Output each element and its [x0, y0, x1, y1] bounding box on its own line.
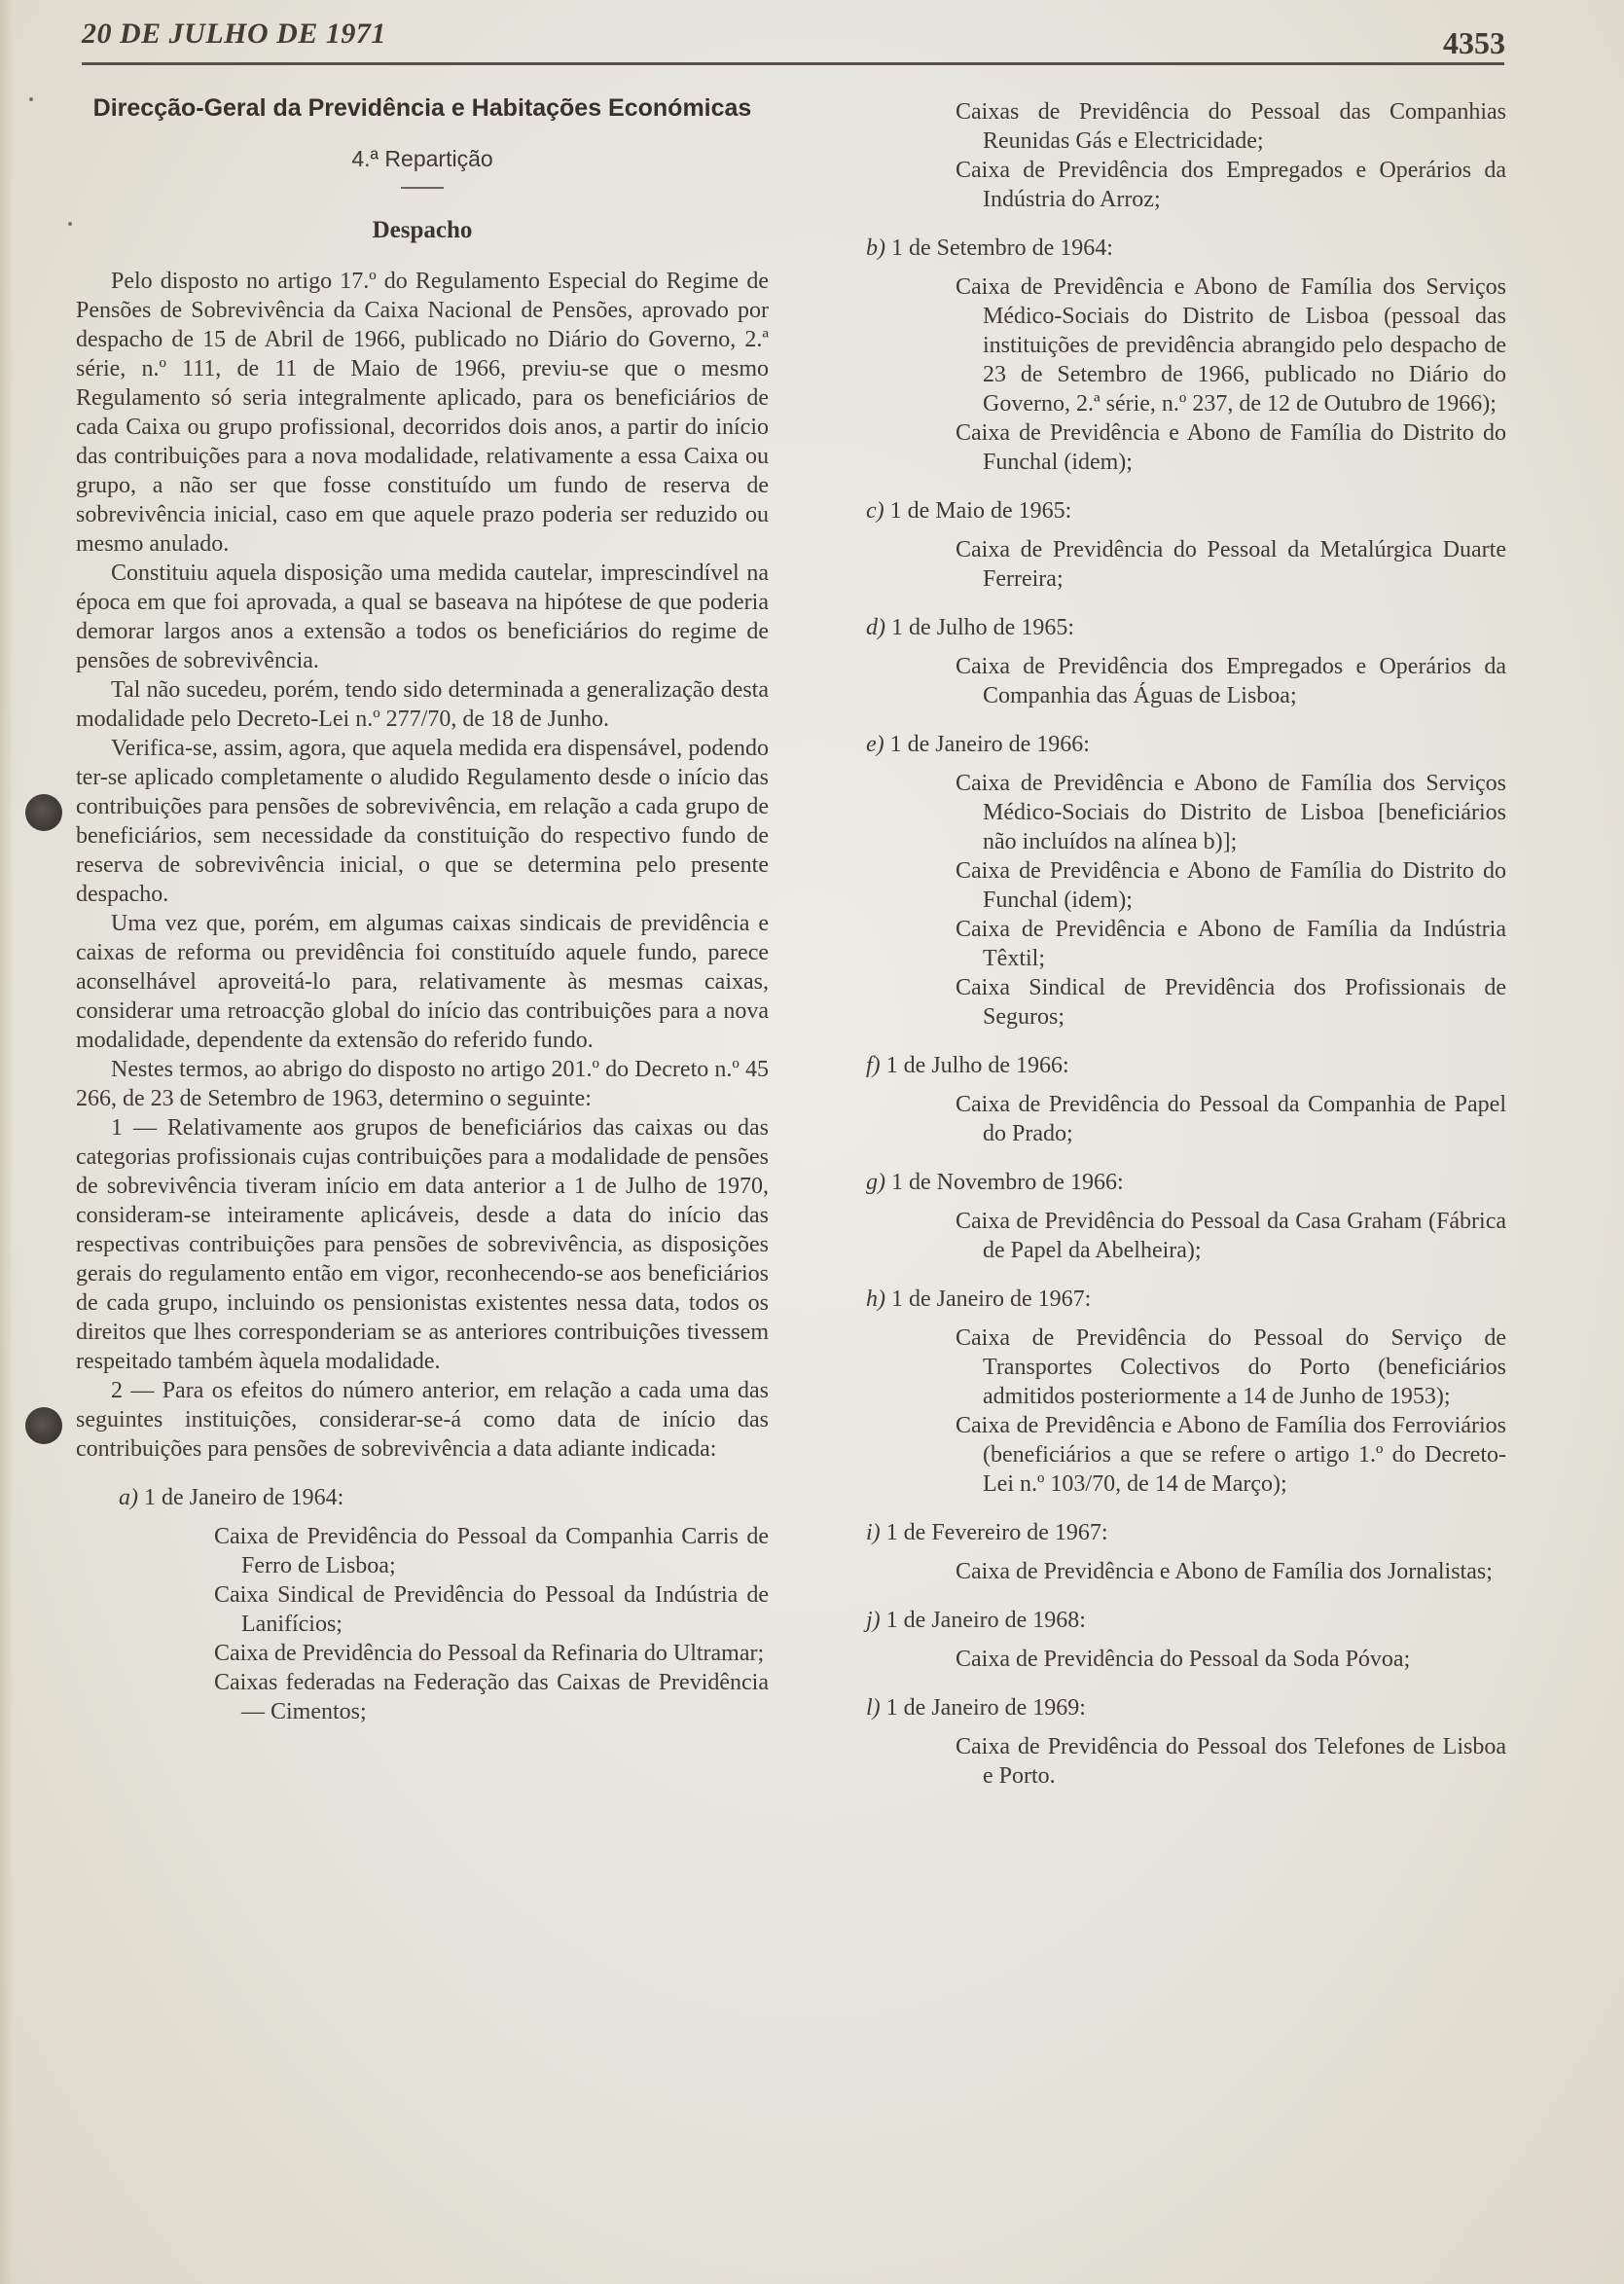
alinea-i [866, 1518, 1506, 1547]
alinea-j [866, 1606, 1506, 1635]
paragraph-article-1: 1 — Relativamente aos grupos de beneficiários das caixas ou das categorias profissionais cujas contribuições para a modalidade de pensões de sobrevivência tiveram início em data anterior a 1 de Julho de 1970, consideram-se inteiramente aplicáveis, desde a data do início das respectivas contribuições para pensões de sobrevivência, as disposições gerais do regulamento então em vigor, reconhecendo-se aos beneficiários de cada grupo, incluindo os pensionistas existentes nessa data, todos os direitos que lhes corresponderiam se as anteriores contribuições tivessem respeitado também àquela modalidade. [76, 1115, 769, 1374]
institution-item: Caixa de Previdência dos Empregados e Operários da Companhia das Águas de Lisboa; [956, 654, 1506, 708]
alinea-date: 1 de Janeiro de 1969: [885, 1695, 1086, 1721]
alinea-date: 1 de Fevereiro de 1967: [885, 1520, 1108, 1545]
institution-item: Caixa de Previdência e Abono de Família da Indústria Têxtil; [956, 917, 1506, 971]
alinea-date: 1 de Janeiro de 1966: [889, 732, 1090, 757]
institution-item: Caixa de Previdência e Abono de Família dos Jornalistas; [956, 1559, 1493, 1584]
title-dash [401, 187, 444, 189]
alinea-date: 1 de Novembro de 1966: [891, 1170, 1124, 1195]
alinea-date: 1 de Setembro de 1964: [891, 236, 1113, 261]
paragraph-4: Verifica-se, assim, agora, que aquela medida era dispensável, podendo ter-se aplicado completamente o aludido Regulamento desde o início das contribuições para pensões de sobrevivência, em relação a cada grupo de beneficiários, sem necessidade da constituição do respectivo fundo de reserva de sobrevivência inicial, o que se determina pelo presente despacho. [76, 736, 769, 907]
alinea-e [866, 730, 1506, 759]
alinea-institutions [956, 1732, 1506, 1791]
institution-item: Caixa de Previdência do Pessoal do Serviço de Transportes Colectivos do Porto (beneficiários admitidos posteriormente a 14 de Junho de 1953); [956, 1325, 1506, 1409]
institution-item: Caixa de Previdência e Abono de Família dos Ferroviários (beneficiários a que se refere o artigo 1.º do Decreto-Lei n.º 103/70, de 14 de Março); [956, 1413, 1506, 1497]
paragraph-2: Constituiu aquela disposição uma medida cautelar, imprescindível na época em que foi aprovada, a qual se baseava na hipótese de que poderia demorar largos anos a extensão a todos os beneficiários do regime de pensões de sobrevivência. [76, 561, 769, 673]
alinea-f [866, 1051, 1506, 1080]
right-column [864, 97, 1506, 1806]
institution-item: Caixa de Previdência do Pessoal da Soda Póvoa; [956, 1647, 1411, 1672]
alinea-a-continuation [956, 97, 1506, 214]
punch-hole-upper [25, 794, 62, 831]
alinea-institutions [956, 652, 1506, 710]
institution-item: Caixa de Previdência e Abono de Família dos Serviços Médico-Sociais do Distrito de Lisboa (pessoal das instituições de previdência abrangido pelo despacho de 23 de Setembro de 1966, publicado no Diário do Governo, 2.ª série, n.º 237, de 12 de Outubro de 1966); [956, 274, 1506, 417]
institution-item: Caixa Sindical de Previdência dos Profissionais de Seguros; [956, 975, 1506, 1030]
alinea-institutions [956, 535, 1506, 594]
document-type: Despacho [372, 217, 473, 243]
alinea-letter: i) [866, 1520, 881, 1545]
alinea-letter: h) [866, 1287, 885, 1312]
institution-item: Caixa de Previdência e Abono de Família dos Serviços Médico-Sociais do Distrito de Lisboa [beneficiários não incluídos na alínea b)]; [956, 771, 1506, 854]
institution-item: Caixa de Previdência do Pessoal da Refinaria do Ultramar; [214, 1641, 765, 1666]
alinea-b [866, 234, 1506, 263]
alinea-institutions [956, 272, 1506, 477]
alinea-date: 1 de Janeiro de 1967: [891, 1287, 1092, 1312]
institution-item: Caixa de Previdência do Pessoal da Companhia de Papel do Prado; [956, 1092, 1506, 1146]
institution-item: Caixa de Previdência do Pessoal dos Telefones de Lisboa e Porto. [956, 1734, 1506, 1789]
alinea-letter: g) [866, 1170, 885, 1195]
alinea-institutions [956, 1207, 1506, 1265]
alinea-date: 1 de Julho de 1965: [891, 615, 1074, 640]
institution-item: Caixa de Previdência e Abono de Família do Distrito do Funchal (idem); [956, 858, 1506, 913]
paper-speck [68, 222, 72, 226]
page-edge-shadow [0, 0, 14, 2284]
institution-item: Caixa de Previdência e Abono de Família do Distrito do Funchal (idem); [956, 420, 1506, 475]
institution-item: Caixa de Previdência dos Empregados e Operários da Indústria do Arroz; [956, 158, 1506, 212]
alinea-date: 1 de Janeiro de 1968: [885, 1608, 1086, 1633]
institution-item: Caixa Sindical de Previdência do Pessoal da Indústria de Lanifícios; [214, 1582, 769, 1637]
institution-item: Caixa de Previdência do Pessoal da Casa Graham (Fábrica de Papel da Abelheira); [956, 1209, 1506, 1263]
alinea-institutions [956, 769, 1506, 1032]
institution-item: Caixa de Previdência do Pessoal da Companhia Carris de Ferro de Lisboa; [214, 1524, 769, 1578]
paper-speck [29, 97, 33, 101]
section-title: 4.ª Repartição [351, 146, 493, 171]
header-page-number: 4353 [1443, 25, 1505, 60]
paragraph-5: Uma vez que, porém, em algumas caixas sindicais de previdência e caixas de reforma ou previdência foi constituído aquele fundo, parece aconselhável aproveitá-lo para, relativamente às mesmas caixas, considerar uma retroacção global do início das contribuições para a nova modalidade, dependente da extensão do referido fundo. [76, 911, 769, 1053]
alinea-d [866, 613, 1506, 642]
alinea-institutions [956, 1557, 1506, 1586]
alinea-letter: e) [866, 732, 884, 757]
alinea-letter: l) [866, 1695, 881, 1721]
paragraph-3: Tal não sucedeu, porém, tendo sido determinada a generalização desta modalidade pelo Decreto-Lei n.º 277/70, de 18 de Junho. [76, 677, 769, 732]
alinea-letter: f) [866, 1053, 881, 1078]
alinea-a [119, 1483, 769, 1512]
alinea-institutions [956, 1645, 1506, 1674]
alinea-date: 1 de Maio de 1965: [889, 498, 1072, 524]
left-column [76, 86, 769, 1726]
alinea-g [866, 1168, 1506, 1197]
alinea-letter: d) [866, 615, 885, 640]
alinea-h [866, 1285, 1506, 1314]
paragraph-1: Pelo disposto no artigo 17.º do Regulamento Especial do Regime de Pensões de Sobrevivência da Caixa Nacional de Pensões, aprovado por despacho de 15 de Abril de 1966, publicado no Diário do Governo, 2.ª série, n.º 111, de 11 de Maio de 1966, previu-se que o mesmo Regulamento só seria integralmente aplicado, para os beneficiários de cada Caixa ou grupo profissional, decorridos dois anos, a partir do início das contribuições para a nova modalidade, relativamente a essa Caixa ou grupo, a não ser que fosse constituído um fundo de reserva de sobrevivência inicial, caso em que aquele prazo poderia ser reduzido ou mesmo anulado. [76, 269, 769, 557]
punch-hole-lower [25, 1407, 62, 1444]
paragraph-article-2: 2 — Para os efeitos do número anterior, em relação a cada uma das seguintes instituições, considerar-se-á como data de início das contribuições para pensões de sobrevivência a data adiante indicada: [76, 1378, 769, 1462]
header-rule [82, 62, 1504, 65]
paragraph-6: Nestes termos, ao abrigo do disposto no artigo 201.º do Decreto n.º 45 266, de 23 de Setembro de 1963, determino o seguinte: [76, 1057, 769, 1111]
institution-item: Caixas de Previdência do Pessoal das Companhias Reunidas Gás e Electricidade; [956, 99, 1506, 154]
alinea-letter: a) [119, 1485, 138, 1510]
institution-item: Caixa de Previdência do Pessoal da Metalúrgica Duarte Ferreira; [956, 537, 1506, 592]
alinea-letter: c) [866, 498, 884, 524]
alinea-date: 1 de Janeiro de 1964: [144, 1485, 344, 1510]
organization-title: Direcção-Geral da Previdência e Habitações Económicas [92, 94, 752, 122]
header-date: 20 DE JULHO DE 1971 [82, 18, 386, 50]
alinea-institutions [956, 1323, 1506, 1499]
alinea-letter: j) [866, 1608, 881, 1633]
alinea-c [866, 496, 1506, 526]
alinea-a-institutions [214, 1522, 769, 1726]
alinea-institutions [956, 1090, 1506, 1148]
alinea-list [864, 234, 1506, 1791]
institution-item: Caixas federadas na Federação das Caixas de Previdência — Cimentos; [214, 1670, 769, 1724]
alinea-letter: b) [866, 236, 885, 261]
alinea-date: 1 de Julho de 1966: [885, 1053, 1069, 1078]
alinea-l [866, 1693, 1506, 1722]
